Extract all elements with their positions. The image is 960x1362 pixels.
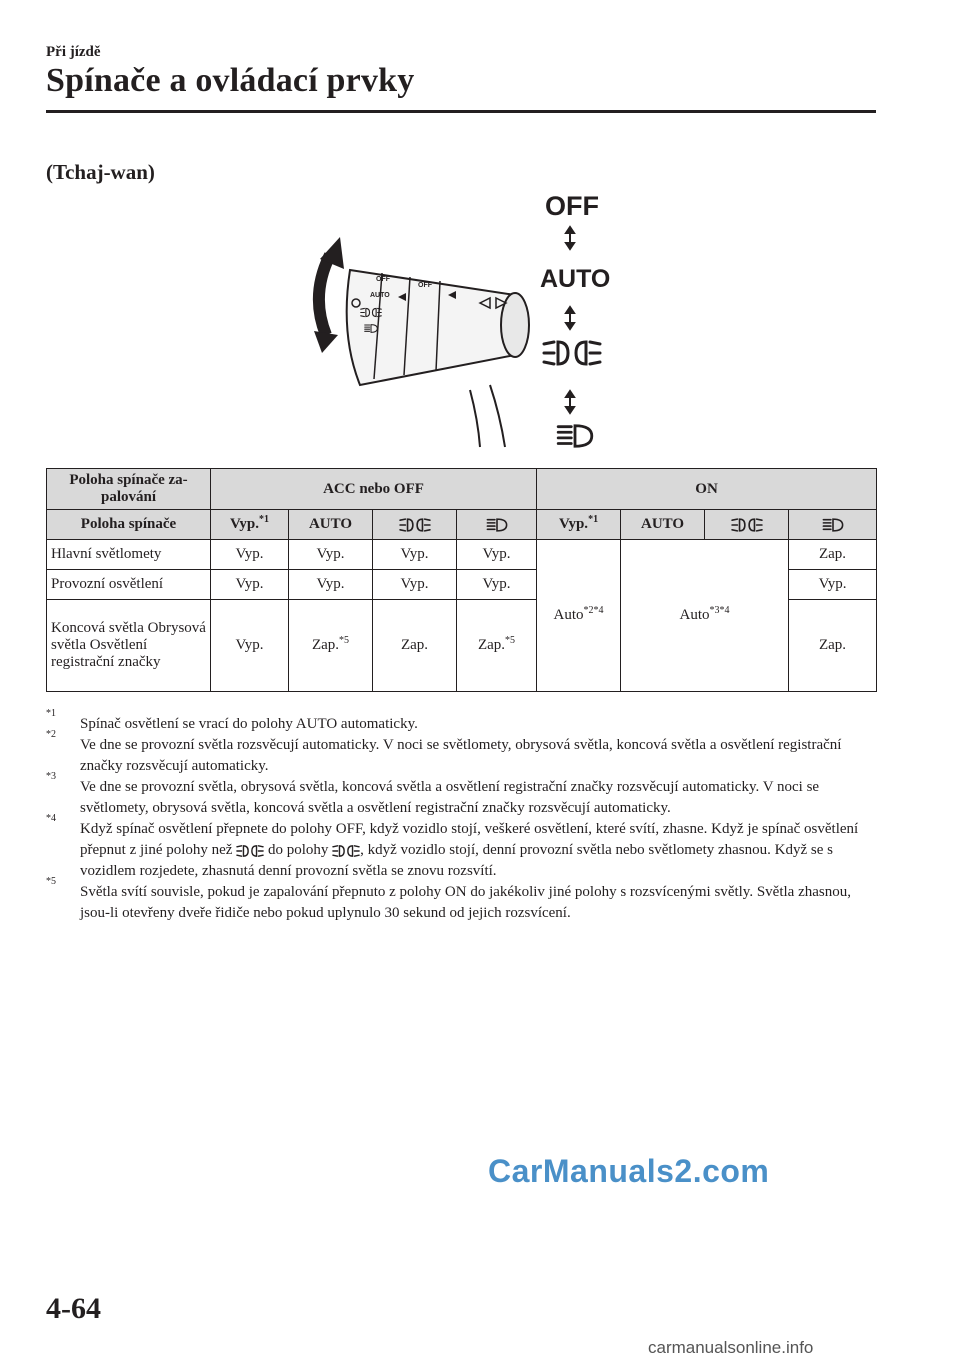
ignition-position-header: Poloha spínače za-palování xyxy=(47,469,211,510)
table-cell: Vyp. xyxy=(211,540,289,570)
headlights-icon xyxy=(486,517,508,533)
col-auto-on: AUTO xyxy=(621,510,705,540)
table-cell: Vyp. xyxy=(457,570,537,600)
table-cell: Zap.$^{*5}$ xyxy=(457,600,537,692)
table-cell: Vyp. xyxy=(211,600,289,692)
row-label: Koncová světla Obrysová světla Osvětlení registrační značky xyxy=(47,600,211,692)
col-vyp: Vyp.$^{*1}$ xyxy=(211,510,289,540)
parking-lights-icon xyxy=(731,517,763,533)
parking-lights-icon xyxy=(332,844,360,858)
light-modes-table xyxy=(46,468,877,692)
watermark: CarManuals2.com xyxy=(488,1153,770,1189)
parking-lights-icon xyxy=(544,342,600,364)
footnote: *4 Když spínač osvětlení přepnete do polohy OFF, když vozidlo stojí, veškeré osvětlení, které svítí, zhasne. Když je spínač osvětlení přepnut z jiné polohy než do polohy , když vozidlo stojí, denní provozní světla nebo světlomety zhasnou. Když se s vozidlem rozjedete, zhasnutá denní provozní světla se znovu rozsvítí. xyxy=(46,813,859,879)
table-row xyxy=(47,469,877,510)
table-cell: Zap. xyxy=(789,540,877,570)
col-auto: AUTO xyxy=(289,510,373,540)
col-headlights-icon xyxy=(457,510,537,540)
footnote: *2 Ve dne se provozní světla rozsvěcují automaticky. V noci se světlomety, obrysová světla, koncová světla a osvětlení registrační značky rozsvěcují automaticky. xyxy=(46,729,842,774)
switch-position-header: Poloha spínače xyxy=(47,510,211,540)
region-heading: (Tchaj-wan) xyxy=(46,160,155,184)
table-cell: Vyp. xyxy=(289,570,373,600)
light-switch-illustration xyxy=(300,185,640,455)
col-parking-icon xyxy=(373,510,457,540)
row-label: Provozní osvětlení xyxy=(47,570,211,600)
title-rule xyxy=(46,110,876,113)
parking-lights-icon xyxy=(399,517,431,533)
position-auto-label: AUTO xyxy=(540,265,611,293)
auto-cell-b: Auto$^{*3*4}$ xyxy=(621,540,789,692)
table-row xyxy=(47,540,877,570)
row-label: Hlavní světlomety xyxy=(47,540,211,570)
table-cell: Vyp. xyxy=(373,540,457,570)
table-cell: Zap. xyxy=(789,600,877,692)
col-parking-icon-on xyxy=(705,510,789,540)
footnote: *5 Světla svítí souvisle, pokud je zapalování přepnuto z polohy ON do jakékoliv jiné polohy s rozsvícenými světly. Světla zhasnou, jsou-li otevřeny dveře řidiče nebo pokud uplynulo 30 sekund od jejich rozsvícení. xyxy=(46,876,851,921)
col-vyp-on: Vyp.$^{*1}$ xyxy=(537,510,621,540)
stalk-label-off: OFF xyxy=(376,276,390,283)
section-label: Při jízdě xyxy=(46,44,101,60)
page-title: Spínače a ovládací prvky xyxy=(46,62,415,99)
col-headlights-icon-on xyxy=(789,510,877,540)
parking-lights-icon xyxy=(236,844,264,858)
position-off-label: OFF xyxy=(545,191,599,221)
table-cell: Vyp. xyxy=(373,570,457,600)
on-header: ON xyxy=(537,469,877,510)
stalk-label-off-2: OFF xyxy=(418,282,432,289)
footnote: *3 Ve dne se provozní světla, obrysová světla, koncová světla a osvětlení registrační značky rozsvěcují automaticky. V noci se světlomety, obrysová světla, koncová světla a osvětlení registrační značky rozsvěcují automaticky. xyxy=(46,771,820,816)
stalk-label-auto: AUTO xyxy=(370,292,390,299)
footnotes xyxy=(46,708,876,924)
auto-cell-a: Auto$^{*2*4}$ xyxy=(537,540,621,692)
table-cell: Zap. xyxy=(373,600,457,692)
footnote: *1 Spínač osvětlení se vrací do polohy AUTO automaticky. xyxy=(46,708,418,732)
acc-off-header: ACC nebo OFF xyxy=(211,469,537,510)
headlights-icon xyxy=(822,517,844,533)
light-switch-figure xyxy=(300,185,640,455)
table-cell: Vyp. xyxy=(457,540,537,570)
headlights-icon xyxy=(558,426,592,447)
table-cell: Vyp. xyxy=(289,540,373,570)
table-cell: Zap.$^{*5}$ xyxy=(289,600,373,692)
footer-site: carmanualsonline.info xyxy=(648,1338,814,1357)
page-number: 4-64 xyxy=(46,1292,101,1325)
table-row xyxy=(47,510,877,540)
table-cell: Vyp. xyxy=(211,570,289,600)
table-cell: Vyp. xyxy=(789,570,877,600)
